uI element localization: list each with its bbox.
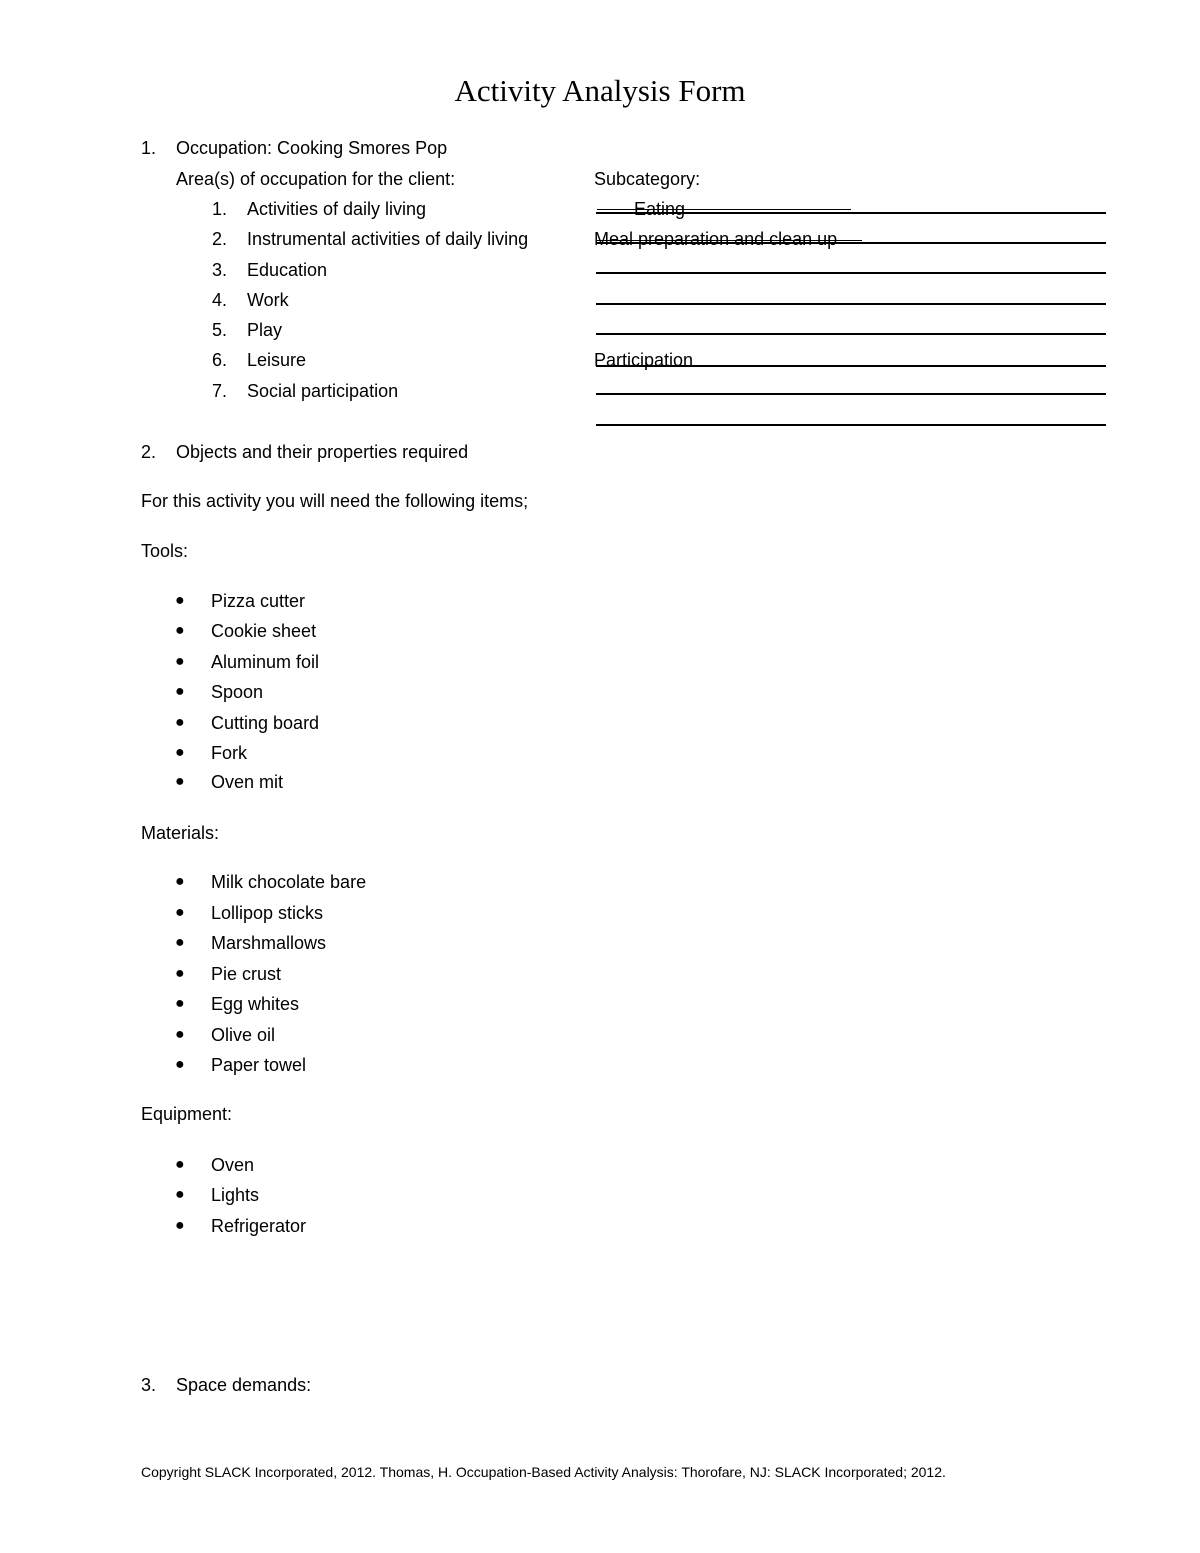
area-label-social: Social participation bbox=[247, 381, 399, 401]
area-number: 3. bbox=[212, 260, 228, 280]
bullet-icon: ● bbox=[175, 773, 185, 790]
tool-item: Pizza cutter bbox=[211, 591, 306, 611]
subcategory-line bbox=[596, 303, 1106, 305]
section-3-number: 3. bbox=[141, 1375, 157, 1395]
subcategory-line bbox=[596, 272, 1106, 274]
material-item: Egg whites bbox=[211, 994, 300, 1014]
area-label-education: Education bbox=[247, 260, 328, 280]
occupation-text: Occupation: Cooking Smores Pop bbox=[176, 138, 448, 158]
bullet-icon: ● bbox=[175, 683, 185, 700]
material-item: Lollipop sticks bbox=[211, 903, 324, 923]
tool-item: Spoon bbox=[211, 682, 264, 702]
area-number: 5. bbox=[212, 320, 228, 340]
equipment-label: Equipment: bbox=[141, 1104, 233, 1124]
subcategory-value-iadl: Meal preparation and clean up bbox=[594, 229, 838, 249]
page-title: Activity Analysis Form bbox=[454, 73, 746, 108]
bullet-icon: ● bbox=[175, 995, 185, 1012]
area-label-leisure: Leisure bbox=[247, 350, 307, 370]
subcategory-line bbox=[596, 212, 1106, 214]
material-item: Marshmallows bbox=[211, 933, 327, 953]
bullet-icon: ● bbox=[175, 1186, 185, 1203]
section-1-number: 1. bbox=[141, 138, 157, 158]
tool-item: Fork bbox=[211, 743, 247, 763]
bullet-icon: ● bbox=[175, 1156, 185, 1173]
subcategory-line bbox=[596, 393, 1106, 395]
tool-item: Cookie sheet bbox=[211, 621, 317, 641]
area-label-adl: Activities of daily living bbox=[247, 199, 427, 219]
subcategory-value-leisure: Participation bbox=[594, 350, 694, 370]
area-number: 1. bbox=[212, 199, 228, 219]
area-number: 2. bbox=[212, 229, 228, 249]
subcategory-line bbox=[596, 365, 1106, 367]
subcategory-value-adl: Eating bbox=[634, 199, 686, 219]
tool-item: Aluminum foil bbox=[211, 652, 320, 672]
tools-label: Tools: bbox=[141, 541, 189, 561]
material-item: Olive oil bbox=[211, 1025, 276, 1045]
bullet-icon: ● bbox=[175, 1026, 185, 1043]
equipment-item: Refrigerator bbox=[211, 1216, 307, 1236]
bullet-icon: ● bbox=[175, 714, 185, 731]
tool-item: Oven mit bbox=[211, 772, 284, 792]
subcategory-line bbox=[596, 242, 1106, 244]
area-number: 4. bbox=[212, 290, 228, 310]
subcategory-line bbox=[596, 333, 1106, 335]
bullet-icon: ● bbox=[175, 622, 185, 639]
subcategory-strikeline bbox=[597, 209, 851, 210]
bullet-icon: ● bbox=[175, 873, 185, 890]
subcategory-label: Subcategory: bbox=[594, 169, 701, 189]
bullet-icon: ● bbox=[175, 904, 185, 921]
area-label-play: Play bbox=[247, 320, 283, 340]
equipment-item: Lights bbox=[211, 1185, 260, 1205]
items-intro: For this activity you will need the following items; bbox=[141, 491, 529, 511]
section-2-number: 2. bbox=[141, 442, 157, 462]
subcategory-strikeline bbox=[597, 240, 862, 241]
material-item: Pie crust bbox=[211, 964, 282, 984]
bullet-icon: ● bbox=[175, 934, 185, 951]
bullet-icon: ● bbox=[175, 1056, 185, 1073]
section-3-heading: Space demands: bbox=[176, 1375, 312, 1395]
area-label-work: Work bbox=[247, 290, 289, 310]
bullet-icon: ● bbox=[175, 744, 185, 761]
bullet-icon: ● bbox=[175, 653, 185, 670]
section-2-heading: Objects and their properties required bbox=[176, 442, 469, 462]
area-number: 6. bbox=[212, 350, 228, 370]
tool-item: Cutting board bbox=[211, 713, 320, 733]
equipment-item: Oven bbox=[211, 1155, 255, 1175]
bullet-icon: ● bbox=[175, 965, 185, 982]
bullet-icon: ● bbox=[175, 1217, 185, 1234]
area-number: 7. bbox=[212, 381, 228, 401]
areas-label: Area(s) of occupation for the client: bbox=[176, 169, 456, 189]
material-item: Milk chocolate bare bbox=[211, 872, 367, 892]
subcategory-line bbox=[596, 424, 1106, 426]
material-item: Paper towel bbox=[211, 1055, 307, 1075]
copyright-footer: Copyright SLACK Incorporated, 2012. Thomas, H. Occupation-Based Activity Analysis: Thorofare, NJ: SLACK Incorporated; 2012. bbox=[141, 1464, 946, 1480]
materials-label: Materials: bbox=[141, 823, 220, 843]
bullet-icon: ● bbox=[175, 592, 185, 609]
area-label-iadl: Instrumental activities of daily living bbox=[247, 229, 529, 249]
